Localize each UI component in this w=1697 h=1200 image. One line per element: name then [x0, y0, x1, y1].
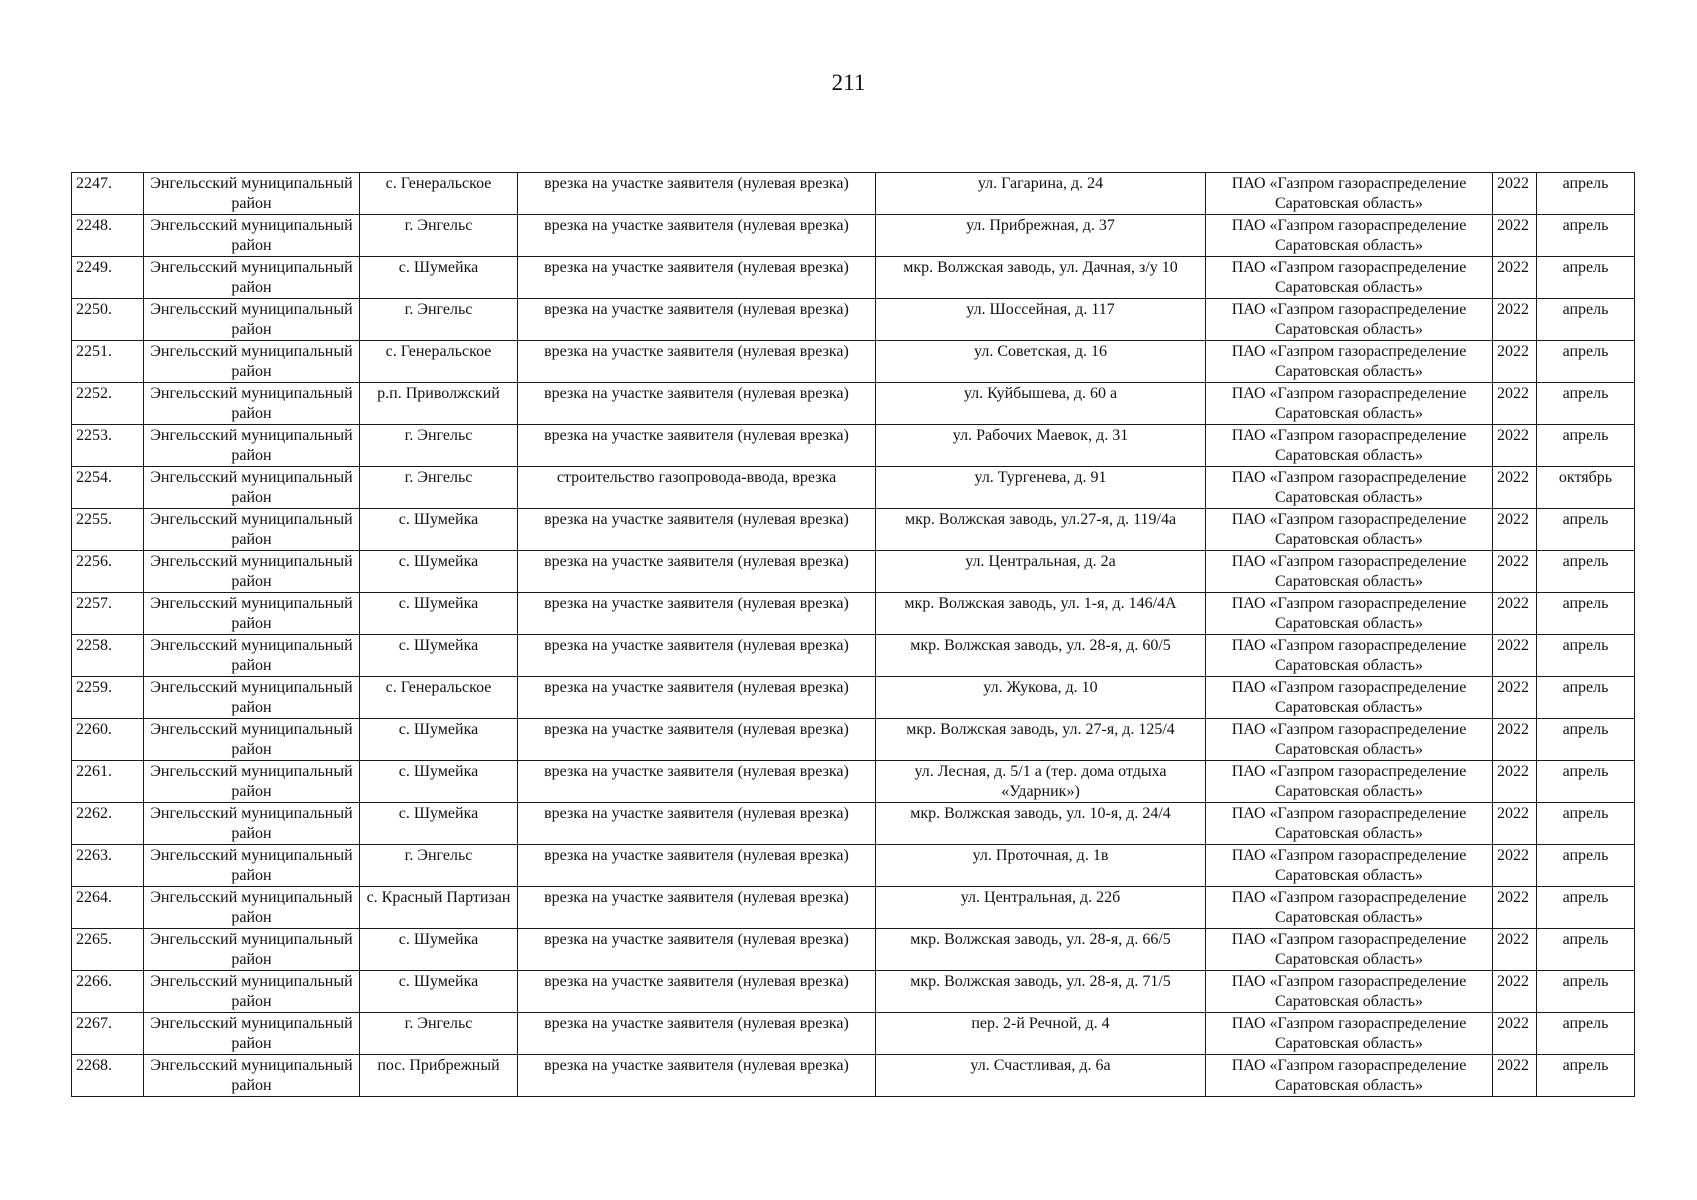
year-cell: 2022 [1493, 551, 1537, 593]
work-type-cell: врезка на участке заявителя (нулевая врезка) [518, 719, 876, 761]
settlement-cell: г. Энгельс [360, 1013, 518, 1055]
settlement-cell: с. Шумейка [360, 593, 518, 635]
month-cell: апрель [1537, 173, 1635, 215]
address-cell: ул. Лесная, д. 5/1 а (тер. дома отдыха «Ударник») [876, 761, 1206, 803]
organization-cell: ПАО «Газпром газораспределение Саратовская область» [1206, 257, 1493, 299]
year-cell: 2022 [1493, 593, 1537, 635]
table-row [72, 173, 1635, 215]
year-cell: 2022 [1493, 845, 1537, 887]
row-number-cell: 2255. [72, 509, 144, 551]
row-number-cell: 2265. [72, 929, 144, 971]
month-cell: апрель [1537, 1055, 1635, 1097]
settlement-cell: с. Шумейка [360, 719, 518, 761]
month-cell: апрель [1537, 803, 1635, 845]
work-type-cell: врезка на участке заявителя (нулевая врезка) [518, 215, 876, 257]
settlement-cell: с. Шумейка [360, 257, 518, 299]
month-cell: октябрь [1537, 467, 1635, 509]
settlement-cell: с. Шумейка [360, 509, 518, 551]
work-type-cell: врезка на участке заявителя (нулевая врезка) [518, 1055, 876, 1097]
address-cell: ул. Центральная, д. 22б [876, 887, 1206, 929]
table-row [72, 425, 1635, 467]
row-number-cell: 2251. [72, 341, 144, 383]
settlement-cell: с. Генеральское [360, 677, 518, 719]
district-cell: Энгельсский муниципальный район [144, 845, 360, 887]
month-cell: апрель [1537, 509, 1635, 551]
district-cell: Энгельсский муниципальный район [144, 887, 360, 929]
year-cell: 2022 [1493, 887, 1537, 929]
organization-cell: ПАО «Газпром газораспределение Саратовская область» [1206, 803, 1493, 845]
organization-cell: ПАО «Газпром газораспределение Саратовская область» [1206, 971, 1493, 1013]
row-number-cell: 2252. [72, 383, 144, 425]
organization-cell: ПАО «Газпром газораспределение Саратовская область» [1206, 1055, 1493, 1097]
work-type-cell: строительство газопровода-ввода, врезка [518, 467, 876, 509]
table-row [72, 593, 1635, 635]
month-cell: апрель [1537, 719, 1635, 761]
organization-cell: ПАО «Газпром газораспределение Саратовская область» [1206, 719, 1493, 761]
table-row [72, 635, 1635, 677]
district-cell: Энгельсский муниципальный район [144, 803, 360, 845]
settlement-cell: с. Шумейка [360, 761, 518, 803]
year-cell: 2022 [1493, 299, 1537, 341]
settlement-cell: с. Шумейка [360, 551, 518, 593]
organization-cell: ПАО «Газпром газораспределение Саратовская область» [1206, 467, 1493, 509]
work-type-cell: врезка на участке заявителя (нулевая врезка) [518, 341, 876, 383]
table-row [72, 887, 1635, 929]
row-number-cell: 2259. [72, 677, 144, 719]
address-cell: мкр. Волжская заводь, ул. 28-я, д. 71/5 [876, 971, 1206, 1013]
table-row [72, 929, 1635, 971]
table-row [72, 1055, 1635, 1097]
district-cell: Энгельсский муниципальный район [144, 425, 360, 467]
settlement-cell: с. Шумейка [360, 635, 518, 677]
table-row [72, 761, 1635, 803]
organization-cell: ПАО «Газпром газораспределение Саратовская область» [1206, 845, 1493, 887]
month-cell: апрель [1537, 257, 1635, 299]
organization-cell: ПАО «Газпром газораспределение Саратовская область» [1206, 635, 1493, 677]
table-row [72, 299, 1635, 341]
work-type-cell: врезка на участке заявителя (нулевая врезка) [518, 383, 876, 425]
address-cell: пер. 2-й Речной, д. 4 [876, 1013, 1206, 1055]
organization-cell: ПАО «Газпром газораспределение Саратовская область» [1206, 887, 1493, 929]
work-type-cell: врезка на участке заявителя (нулевая врезка) [518, 971, 876, 1013]
district-cell: Энгельсский муниципальный район [144, 173, 360, 215]
table-row [72, 677, 1635, 719]
row-number-cell: 2254. [72, 467, 144, 509]
row-number-cell: 2249. [72, 257, 144, 299]
settlement-cell: с. Генеральское [360, 173, 518, 215]
address-cell: ул. Прибрежная, д. 37 [876, 215, 1206, 257]
year-cell: 2022 [1493, 635, 1537, 677]
year-cell: 2022 [1493, 425, 1537, 467]
table-row [72, 803, 1635, 845]
row-number-cell: 2253. [72, 425, 144, 467]
organization-cell: ПАО «Газпром газораспределение Саратовская область» [1206, 173, 1493, 215]
row-number-cell: 2268. [72, 1055, 144, 1097]
address-cell: мкр. Волжская заводь, ул.27-я, д. 119/4а [876, 509, 1206, 551]
district-cell: Энгельсский муниципальный район [144, 551, 360, 593]
work-type-cell: врезка на участке заявителя (нулевая врезка) [518, 257, 876, 299]
address-cell: ул. Советская, д. 16 [876, 341, 1206, 383]
settlement-cell: с. Шумейка [360, 803, 518, 845]
organization-cell: ПАО «Газпром газораспределение Саратовская область» [1206, 299, 1493, 341]
settlement-cell: с. Шумейка [360, 929, 518, 971]
month-cell: апрель [1537, 593, 1635, 635]
organization-cell: ПАО «Газпром газораспределение Саратовская область» [1206, 425, 1493, 467]
table-row [72, 467, 1635, 509]
gasification-table [71, 172, 1635, 1097]
row-number-cell: 2261. [72, 761, 144, 803]
address-cell: мкр. Волжская заводь, ул. Дачная, з/у 10 [876, 257, 1206, 299]
work-type-cell: врезка на участке заявителя (нулевая врезка) [518, 887, 876, 929]
table-row [72, 719, 1635, 761]
row-number-cell: 2267. [72, 1013, 144, 1055]
year-cell: 2022 [1493, 761, 1537, 803]
address-cell: ул. Шоссейная, д. 117 [876, 299, 1206, 341]
district-cell: Энгельсский муниципальный район [144, 467, 360, 509]
table-row [72, 257, 1635, 299]
year-cell: 2022 [1493, 173, 1537, 215]
address-cell: ул. Центральная, д. 2а [876, 551, 1206, 593]
year-cell: 2022 [1493, 677, 1537, 719]
address-cell: ул. Куйбышева, д. 60 а [876, 383, 1206, 425]
settlement-cell: г. Энгельс [360, 425, 518, 467]
address-cell: мкр. Волжская заводь, ул. 28-я, д. 60/5 [876, 635, 1206, 677]
district-cell: Энгельсский муниципальный район [144, 509, 360, 551]
organization-cell: ПАО «Газпром газораспределение Саратовская область» [1206, 551, 1493, 593]
work-type-cell: врезка на участке заявителя (нулевая врезка) [518, 425, 876, 467]
settlement-cell: г. Энгельс [360, 467, 518, 509]
work-type-cell: врезка на участке заявителя (нулевая врезка) [518, 509, 876, 551]
month-cell: апрель [1537, 383, 1635, 425]
table-body [72, 173, 1635, 1097]
year-cell: 2022 [1493, 467, 1537, 509]
table-row [72, 509, 1635, 551]
table-row [72, 341, 1635, 383]
row-number-cell: 2262. [72, 803, 144, 845]
address-cell: ул. Жукова, д. 10 [876, 677, 1206, 719]
month-cell: апрель [1537, 971, 1635, 1013]
row-number-cell: 2250. [72, 299, 144, 341]
district-cell: Энгельсский муниципальный район [144, 299, 360, 341]
district-cell: Энгельсский муниципальный район [144, 1055, 360, 1097]
settlement-cell: г. Энгельс [360, 299, 518, 341]
year-cell: 2022 [1493, 929, 1537, 971]
row-number-cell: 2258. [72, 635, 144, 677]
address-cell: мкр. Волжская заводь, ул. 27-я, д. 125/4 [876, 719, 1206, 761]
month-cell: апрель [1537, 929, 1635, 971]
table-row [72, 383, 1635, 425]
address-cell: ул. Гагарина, д. 24 [876, 173, 1206, 215]
work-type-cell: врезка на участке заявителя (нулевая врезка) [518, 1013, 876, 1055]
row-number-cell: 2263. [72, 845, 144, 887]
district-cell: Энгельсский муниципальный район [144, 257, 360, 299]
year-cell: 2022 [1493, 1013, 1537, 1055]
organization-cell: ПАО «Газпром газораспределение Саратовская область» [1206, 215, 1493, 257]
organization-cell: ПАО «Газпром газораспределение Саратовская область» [1206, 509, 1493, 551]
work-type-cell: врезка на участке заявителя (нулевая врезка) [518, 677, 876, 719]
table-row [72, 215, 1635, 257]
year-cell: 2022 [1493, 257, 1537, 299]
table-row [72, 1013, 1635, 1055]
address-cell: ул. Счастливая, д. 6а [876, 1055, 1206, 1097]
address-cell: ул. Рабочих Маевок, д. 31 [876, 425, 1206, 467]
row-number-cell: 2247. [72, 173, 144, 215]
year-cell: 2022 [1493, 719, 1537, 761]
organization-cell: ПАО «Газпром газораспределение Саратовская область» [1206, 341, 1493, 383]
organization-cell: ПАО «Газпром газораспределение Саратовская область» [1206, 383, 1493, 425]
row-number-cell: 2257. [72, 593, 144, 635]
settlement-cell: с. Красный Партизан [360, 887, 518, 929]
organization-cell: ПАО «Газпром газораспределение Саратовская область» [1206, 761, 1493, 803]
work-type-cell: врезка на участке заявителя (нулевая врезка) [518, 173, 876, 215]
work-type-cell: врезка на участке заявителя (нулевая врезка) [518, 803, 876, 845]
settlement-cell: г. Энгельс [360, 845, 518, 887]
year-cell: 2022 [1493, 803, 1537, 845]
address-cell: мкр. Волжская заводь, ул. 10-я, д. 24/4 [876, 803, 1206, 845]
settlement-cell: с. Шумейка [360, 971, 518, 1013]
row-number-cell: 2266. [72, 971, 144, 1013]
district-cell: Энгельсский муниципальный район [144, 215, 360, 257]
year-cell: 2022 [1493, 215, 1537, 257]
district-cell: Энгельсский муниципальный район [144, 593, 360, 635]
month-cell: апрель [1537, 299, 1635, 341]
address-cell: ул. Тургенева, д. 91 [876, 467, 1206, 509]
settlement-cell: г. Энгельс [360, 215, 518, 257]
table-row [72, 845, 1635, 887]
district-cell: Энгельсский муниципальный район [144, 635, 360, 677]
month-cell: апрель [1537, 845, 1635, 887]
organization-cell: ПАО «Газпром газораспределение Саратовская область» [1206, 677, 1493, 719]
month-cell: апрель [1537, 425, 1635, 467]
work-type-cell: врезка на участке заявителя (нулевая врезка) [518, 551, 876, 593]
address-cell: мкр. Волжская заводь, ул. 1-я, д. 146/4А [876, 593, 1206, 635]
year-cell: 2022 [1493, 1055, 1537, 1097]
district-cell: Энгельсский муниципальный район [144, 719, 360, 761]
month-cell: апрель [1537, 887, 1635, 929]
district-cell: Энгельсский муниципальный район [144, 677, 360, 719]
month-cell: апрель [1537, 551, 1635, 593]
work-type-cell: врезка на участке заявителя (нулевая врезка) [518, 761, 876, 803]
month-cell: апрель [1537, 677, 1635, 719]
work-type-cell: врезка на участке заявителя (нулевая врезка) [518, 593, 876, 635]
district-cell: Энгельсский муниципальный район [144, 971, 360, 1013]
settlement-cell: пос. Прибрежный [360, 1055, 518, 1097]
work-type-cell: врезка на участке заявителя (нулевая врезка) [518, 635, 876, 677]
page-number: 211 [831, 70, 866, 95]
address-cell: ул. Проточная, д. 1в [876, 845, 1206, 887]
table-row [72, 971, 1635, 1013]
table-row [72, 551, 1635, 593]
year-cell: 2022 [1493, 509, 1537, 551]
address-cell: мкр. Волжская заводь, ул. 28-я, д. 66/5 [876, 929, 1206, 971]
organization-cell: ПАО «Газпром газораспределение Саратовская область» [1206, 593, 1493, 635]
row-number-cell: 2248. [72, 215, 144, 257]
work-type-cell: врезка на участке заявителя (нулевая врезка) [518, 845, 876, 887]
month-cell: апрель [1537, 341, 1635, 383]
settlement-cell: с. Генеральское [360, 341, 518, 383]
row-number-cell: 2264. [72, 887, 144, 929]
month-cell: апрель [1537, 215, 1635, 257]
work-type-cell: врезка на участке заявителя (нулевая врезка) [518, 929, 876, 971]
row-number-cell: 2256. [72, 551, 144, 593]
organization-cell: ПАО «Газпром газораспределение Саратовская область» [1206, 929, 1493, 971]
month-cell: апрель [1537, 635, 1635, 677]
year-cell: 2022 [1493, 341, 1537, 383]
month-cell: апрель [1537, 761, 1635, 803]
district-cell: Энгельсский муниципальный район [144, 761, 360, 803]
district-cell: Энгельсский муниципальный район [144, 341, 360, 383]
district-cell: Энгельсский муниципальный район [144, 1013, 360, 1055]
year-cell: 2022 [1493, 971, 1537, 1013]
settlement-cell: р.п. Приволжский [360, 383, 518, 425]
organization-cell: ПАО «Газпром газораспределение Саратовская область» [1206, 1013, 1493, 1055]
work-type-cell: врезка на участке заявителя (нулевая врезка) [518, 299, 876, 341]
district-cell: Энгельсский муниципальный район [144, 929, 360, 971]
district-cell: Энгельсский муниципальный район [144, 383, 360, 425]
year-cell: 2022 [1493, 383, 1537, 425]
month-cell: апрель [1537, 1013, 1635, 1055]
row-number-cell: 2260. [72, 719, 144, 761]
